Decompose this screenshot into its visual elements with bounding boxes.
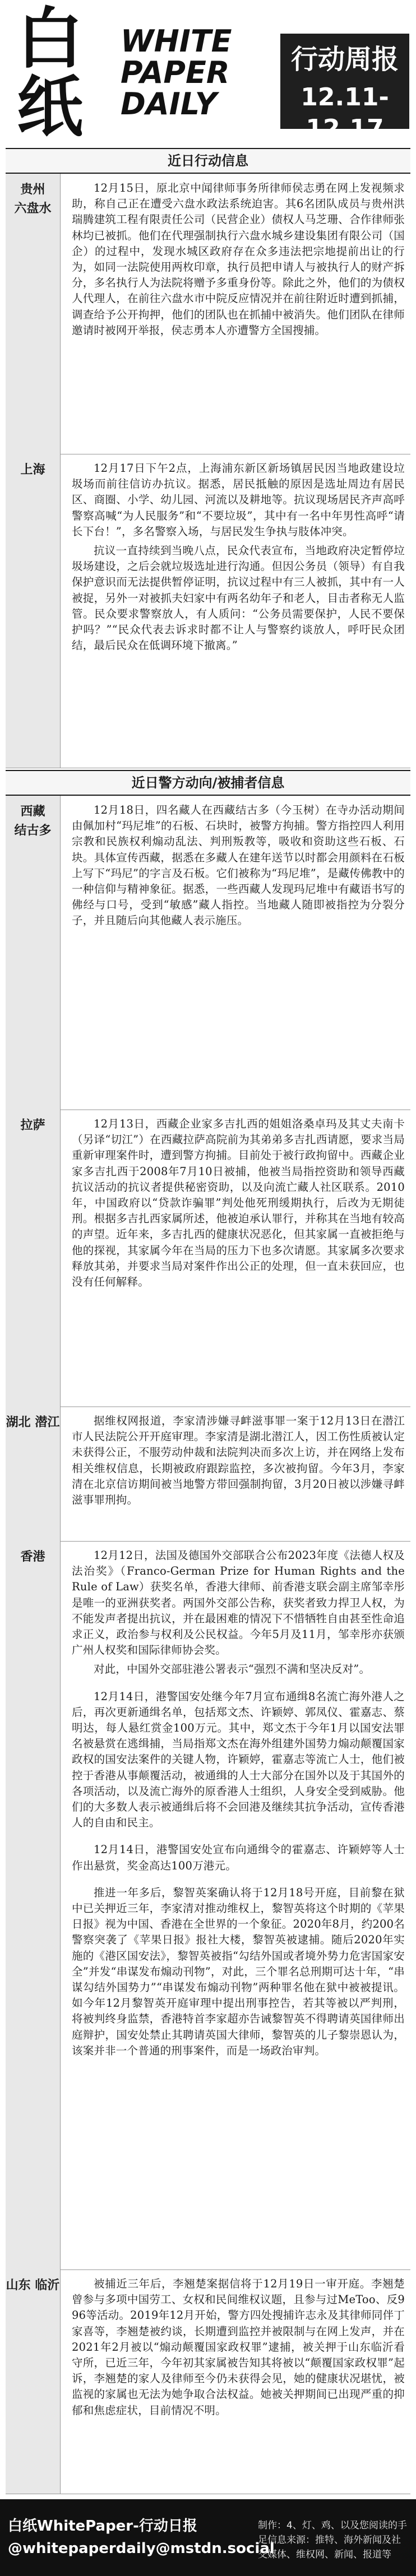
entry-paragraph: 12月13日，西藏企业家多吉扎西的姐姐洛桑卓玛及其丈夫南卡（另译“切江”）在西藏拉萨高院前为其弟弟多吉扎西请愿，要求当局重新审理案件时，遭到警方拘捕。目前处于被行政拘留中。西藏企业家多吉扎西于2008年7月10日被捕，他被当局指控资助和领导西藏抗议活动的抗议者提供秘密资助，以及向流亡藏人社区联系。2010年，中国政府以“贷款诈骗罪”判处他死刑缓期执行，后改为无期徒刑。根据多吉扎西家属所述，他被迫承认罪行，并称其在当地有较高的声望。近年来，多吉扎西的健康状况恶化，但其家属一直被拒绝与他的探视，其家属今年在当局的压力下也多次请愿。其家属多次要求释放其弟，并要求当局对案件作出公正的处理，但一直未获回应，也没有任何解释。 [72, 1117, 405, 1289]
entry-paragraph: 被捕近三年后，李翘楚案据信将于12月19日一审开庭。李翘楚曾参与多项中国劳工、女权和民间维权议题，且参与过MeToo、反996等活动。2019年12月开始，警方四处搜捕许志永及其律师同伴丁家喜等，李翘楚被约谈，长期遭到监控并被限制与在网上发声，并在2021年2月被以“煽动颠覆国家政权罪”逮捕，被关押于山东临沂看守所，已近三年，今年初其家属被告知其将被以“颠覆国家政权罪”起诉，李翘楚的家人及律师至今仍未获得会见，她的健康状况堪忧，被监视的家属也无法为她争取合法权益。她被关押期间已出现严重的抑郁和焦虑症状，目前情况不明。 [72, 2277, 405, 2417]
entry-body [72, 802, 405, 929]
entry-paragraph: 据维权网报道，李家清涉嫌寻衅滋事罪一案于12月13日在潜江市人民法院公开开庭审理。李家清是湖北潜江人，因工伤性质被认定未获得公正，不服劳动仲裁和法院判决而多次上访，并在网络上发布相关维权信息，长期被政府跟踪监控，多次被拘留。今年3月，李家清在北京信访期间被当地警方带回强制拘留，3月20日被以涉嫌寻衅滋事罪刑拘。 [72, 1414, 405, 1507]
footer-handle-name: 白纸WhitePaper-行动日报 [8, 2518, 197, 2535]
logo-chinese [17, 0, 112, 146]
entry-paragraph: 12月17日下午2点，上海浦东新区新场镇居民因当地政建设垃圾场而前往信访办抗议。据悉，居民抵触的原因是选址周边有居民区、商圈、小学、幼儿园、河流以及耕地等。抗议现场居民齐声高呼警察高喊“为人民服务”和“不要垃圾”，其中有一名中年男性高呼“请长下台！”，多名警察入场，与居民发生争执与肢体冲突。 [72, 462, 405, 538]
footer [0, 2499, 416, 2576]
section-title-recent-actions: 近日行动信息 [6, 148, 410, 174]
entry-location: 拉萨 [6, 1110, 61, 1407]
entry-paragraph: 12月14日，港警国安处继今年7月宣布通缉8名流亡海外港人之后，再次更新通缉名单，包括郑文杰、许颖婷、郭凤仪、霍嘉志、蔡明达，每人悬红赏金100万元。其中，郑文杰于今年1月以国安法罪名被悬赏在逃缉捕，当局指郑文杰在海外组建外国势力煽动颠覆国家政权的国安法案件的关键人物，许颖婷，霍嘉志等流亡人士，他们被控于香港从事颠覆活动，被通缉的人士大部分在国外以及于其国外的各项活动，以及流亡海外的原香港人士组织，人身安全受到威胁。他们的大多数人表示被通缉后将不会回港及继续其抗争活动，宣传香港人的自由和民主。 [72, 1690, 405, 1830]
entry-tibet-jyekundo [6, 796, 410, 1110]
entry-location: 山东 临沂 [6, 2269, 61, 2494]
footer-credits: 制作：4、灯、鸡、以及您阅读的手足信息来源：推特、海外新闻及社交媒体、维权网、新闻、报道等 [258, 2520, 407, 2560]
issue-title: 行动周报 [290, 44, 399, 75]
entry-hubei-qianjiang [6, 1407, 410, 1542]
entry-paragraph: 12月14日，港警国安处宣布向通缉令的霍嘉志、许颖婷等人士作出悬赏，奖金高达100万港元。 [72, 1843, 405, 1872]
entry-paragraph: 12月15日，原北京中闻律师事务所律师侯志勇在网上发视频求助，称自己正在遭受六盘水政法系统迫害。其6名团队成员与贵州洪瑞腾建筑工程有限责任公司（民营企业）债权人马芝珊、合作律师张林均已被抓。他们在代理强制执行六盘水城乡建设集团有限公司（国企）的过程中，发现水城区政府存在众多违法把宗地提前出让的行为，如同一法院使用两枚印章，执行员把申请人与被执行人的财产拆分，多名执行人为法院将赠予多重身份等。除此之外，他们的为债权人代理人，在前往六盘水市中院反应情况并在前往附近时遭到抓捕，调查给予公开拘押，他们的团队也在抓捕中被消失。他们团队在律师邀请时被网开举报，侯志勇本人亦遭警方全国搜捕。 [72, 182, 405, 337]
entry-paragraph: 12月12日，法国及德国外交部联合公布2023年度《法德人权及法治奖》（Franco-German Prize for Human Rights and the Rule of Law）获奖名单，香港大律师、前香港支联会副主席邹幸彤是唯一的亚洲获奖者。两国外交部公告称，获奖者致力捍卫人权，为不能发声者提出抗议，并在最困难的情况下不惜牺牲自由甚至性命追求正义，政治参与权利及公民权益。今年5月及11月，邹幸彤亦获颁广州人权奖和国际律师协会奖。 [72, 1549, 405, 1657]
logo-line-2: PAPER [121, 55, 230, 90]
masthead [0, 0, 416, 146]
entry-lhasa [6, 1110, 410, 1407]
logo-english [121, 26, 255, 120]
issue-box [280, 34, 409, 143]
entry-hongkong [6, 1541, 410, 2270]
entry-shanghai [6, 454, 410, 768]
logo-char-zhi: 纸 [17, 68, 84, 146]
entry-body [72, 180, 405, 338]
entry-paragraph: 对此，中国外交部驻港公署表示“强烈不满和坚决反对”。 [94, 1663, 371, 1676]
entry-location: 西藏 结古多 [6, 796, 61, 1110]
entry-location: 湖北 潜江 [6, 1407, 61, 1541]
issue-dates: 12.11-12.17 [301, 83, 389, 143]
entry-paragraph: 抗议一直持续到当晚八点，民众代表宣布，当地政府决定暂停垃圾场建设，之后会就垃圾选址进行沟通。但因公务员（领导）有自我保护意识而无法提供暂停证明，抗议过程中有三人被抓，其中有一人被捉，另外一对被抓夫妇家中有两名幼年子和老人，目击者称无人监管。民众要求警察放人，有人质问：“公务员需要保护，人民不要保护吗？”“民众代表去诉求时都不让人与警察约谈放人，呼吁民众团结，最后民众在低调环境下撤离。” [72, 544, 405, 652]
entry-location: 香港 [6, 1541, 61, 2269]
logo-char-bai: 白 [17, 0, 84, 77]
entry-body [72, 1548, 405, 2059]
entry-paragraph: 12月18日，四名藏人在西藏结古多（今玉树）在寺办活动期间由佩加村“玛尼堆”的石板、石块时，被警方拘捕。警方指控四人利用宗教和民族权利煽动乱法、判刑叛教等，吸收和资助这些石板、石块。具体宣传西藏，据悉在多藏人在建年送节以时都会用颜料在石板上写下“玛尼”的字言及石板。它们被称为“玛尼堆”，是藏传佛教中的一种信仰与精神象征。据悉，一些西藏人发现玛尼堆中有藏语书写的佛经与口号，受到“敏感”藏人指控。当地藏人随即被指控为分裂分子，并且随后向其他藏人表示施压。 [72, 804, 405, 927]
entry-body [72, 1413, 405, 1508]
footer-handles [8, 2515, 275, 2560]
entry-paragraph: 推进一年多后，黎智英案确认将于12月18号开庭，目前黎在狱中已关押近三年，李家清对推动维权上，黎智英将这个时期的《苹果日报》视为中国、香港在全世界的一个象征。2020年8月，约200名警察突袭了《苹果日报》报社大楼，黎智英被逮捕。随后2020年实施的《港区国安法》，黎智英被指“勾结外国或者境外势力危害国家安全”并发“串谋发布煽动刊物”，对此，三个罪名总刑期可达十年，“串谋勾结外国势力”“串谋发布煽动刊物”两种罪名他在狱中被被提讯。如今年12月黎智英开庭审理中提出刑事控告，若其等被以严判刑，将被判终身监禁，香港特首李家超亦告诫黎智英不得聘请英国律师出庭辩护，国安处禁止其聘请英国大律师，黎智英的儿子黎崇恩认为，该案并非一个普通的刑事案件，而是一场政治审判。 [72, 1886, 405, 2057]
footer-mastodon-handle[interactable]: @whitepaperdaily@mstdn.social [8, 2540, 275, 2557]
logo-line-3: DAILY [121, 86, 217, 122]
entry-location: 贵州 六盘水 [6, 174, 61, 454]
entry-guizhou [6, 174, 410, 454]
entry-location: 上海 [6, 454, 61, 768]
section-title-police-updates: 近日警方动向/被捕者信息 [6, 770, 410, 796]
entry-body [72, 2276, 405, 2419]
entry-shandong-linyi [6, 2269, 410, 2494]
logo-line-1: WHITE [121, 24, 232, 59]
entry-body [72, 461, 405, 653]
entry-body [72, 1116, 405, 1290]
